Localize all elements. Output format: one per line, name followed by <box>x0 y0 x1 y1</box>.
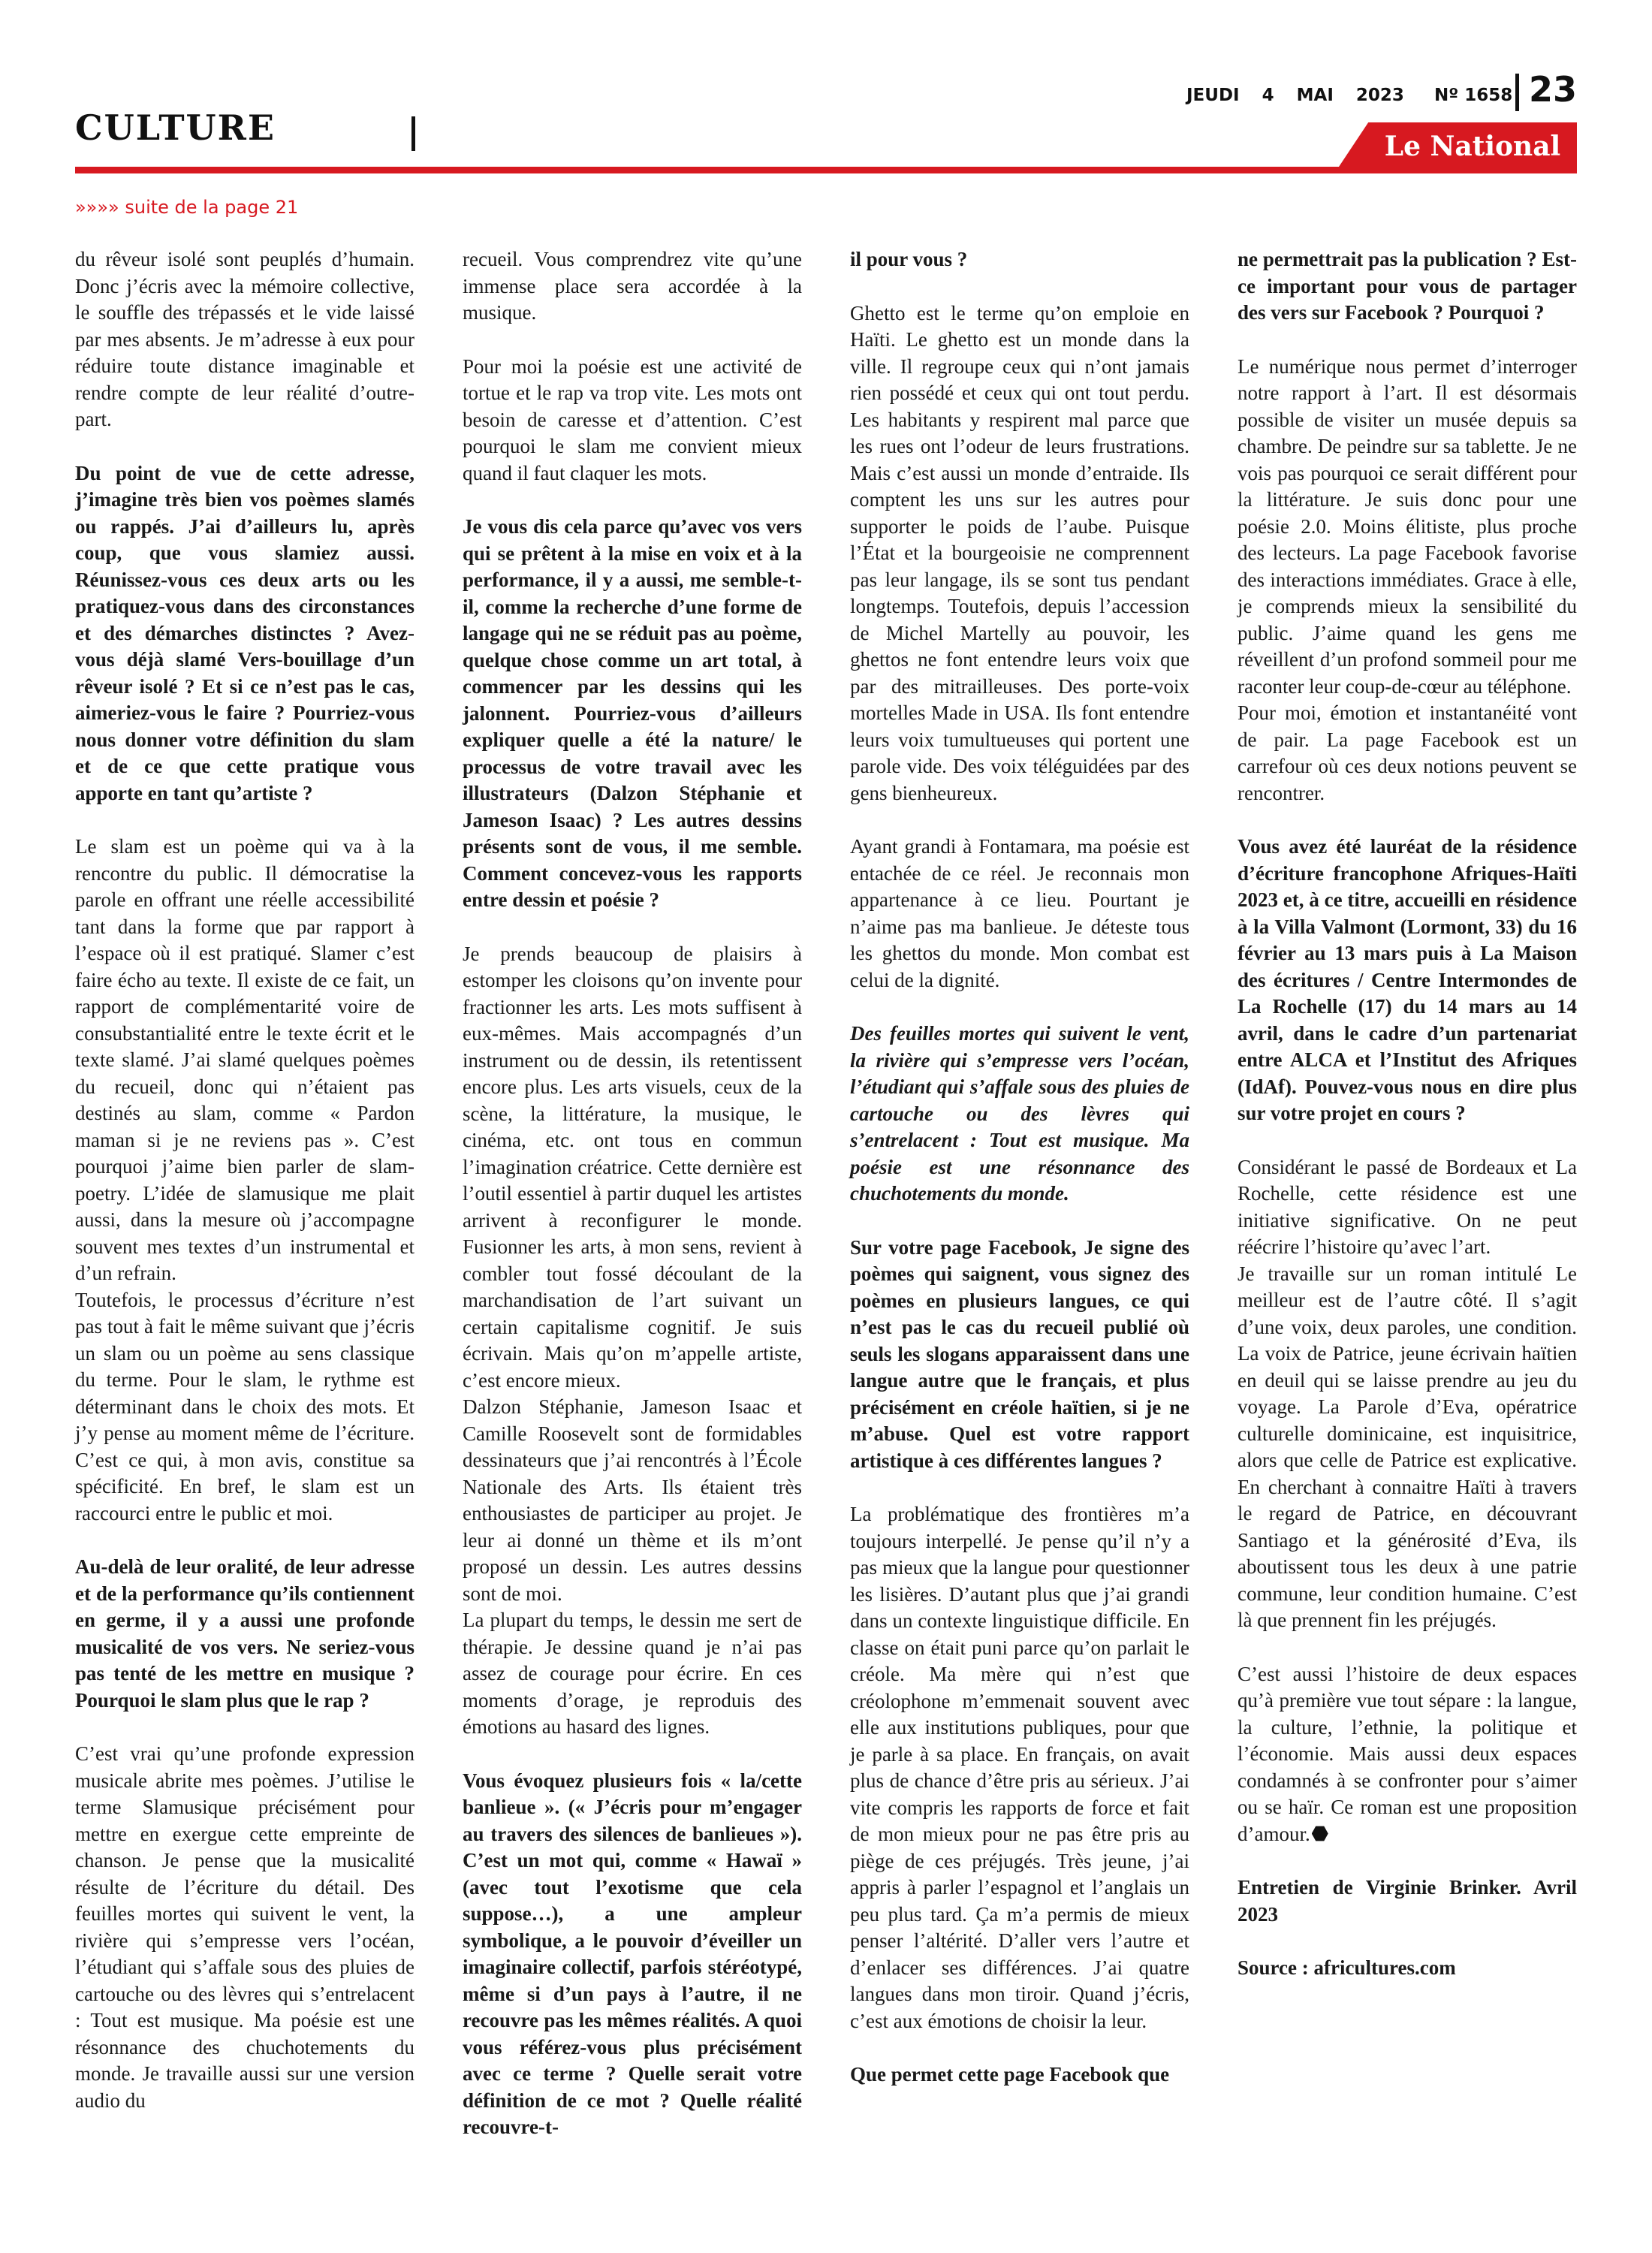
paragraph-text: Vous évoquez plusieurs fois « la/cette banlieue ». (« J’écris pour m’engager au travers des silences de banlieues »). C’est un mot qui, comme « Hawaï » (avec tout l’exotisme que cela suppose…), a une ampleur symbolique, a le pouvoir d’éveiller un imaginaire collectif, parfois stéréotypé, même si d’un pays à l’autre, il ne recouvre pas les mêmes réalités. A quoi vous référez-vous plus précisément avec ce terme ? Quelle serait votre définition de ce mot ? Quelle réalité recouvre-t- <box>463 1769 802 2138</box>
paragraph-text: Ayant grandi à Fontamara, ma poésie est entachée de ce réel. Je reconnais mon appartenance à ce lieu. Pourtant je n’aime pas ma banlieue. Je déteste tous les ghettos du monde. Mon combat est celui de la dignité. <box>850 835 1189 991</box>
answer-paragraph <box>1237 1154 1577 1261</box>
paragraph-text: Je vous dis cela parce qu’avec vos vers qui se prêtent à la mise en voix et à la performance, il y a aussi, me semble-t-il, comme la recherche d’une forme de langage qui ne se réduit pas au poème, quelque chose comme un art total, à commencer par les dessins qui les jalonnent. Pourriez-vous d’ailleurs expliquer quelle a été la nature/ le processus de votre travail avec les illustrateurs (Dalzon Stéphanie et Jameson Isaac) ? Les autres dessins présents sont de vous, il me semble. Comment concevez-vous les rapports entre dessin et poésie ? <box>463 515 802 911</box>
article-column-3 <box>850 246 1189 2141</box>
article-column-1 <box>75 246 415 2141</box>
page-number-separator <box>1515 74 1519 111</box>
article-column-2 <box>463 246 802 2141</box>
answer-paragraph <box>75 246 415 433</box>
paragraph-text: Ghetto est le terme qu’on emploie en Haïti. Le ghetto est un monde dans la ville. Il regroupe ceux qui n’ont jamais rien possédé et ceux qui ont tout perdu. Les habitants y respirent mal parce que les rues ont l’odeur de leurs frustrations. Mais c’est aussi un monde d’entraide. Ils comptent les uns sur les autres pour supporter le poids de l’aube. Puisque l’État et la bourgeoisie ne comprennent pas leur langage, ils se sont tus pendant longtemps. Toutefois, depuis l’accession de Michel Martelly au pouvoir, les ghettos ne font entendre leurs voix que par des mitrailleuses. Des porte-voix mortelles Made in USA. Ils font entendre leurs voix tumultueuses qui portent une parole vide. Des voix téléguidées par des gens bienheureux. <box>850 301 1189 804</box>
paragraph-text: Source : africultures.com <box>1237 1956 1456 1979</box>
paragraph-text: il pour vous ? <box>850 248 968 270</box>
masthead-title: Le National <box>1384 131 1561 162</box>
continued-from-note: »»»» suite de la page 21 <box>75 197 299 218</box>
article-column-4 <box>1237 246 1577 2141</box>
interview-question <box>1237 246 1577 327</box>
paragraph-text: Au-delà de leur oralité, de leur adresse et de la performance qu’ils contiennent en germe, il y a aussi une profonde musicalité de vos vers. Ne seriez-vous pas tenté de les mettre en musique ? Pourquoi le slam plus que le rap ? <box>75 1555 415 1712</box>
interview-question <box>850 1235 1189 1475</box>
paragraph-text: Sur votre page Facebook, Je signe des poèmes qui saignent, vous signez des poèmes en plusieurs langues, ce qui n’est pas le cas du recueil publié où seuls les slogans apparaissent dans une langue autre que le français, et plus précisément en créole haïtien, si je ne m’abuse. Quel est votre rapport artistique à ces différentes langues ? <box>850 1235 1189 1472</box>
article-columns <box>75 246 1577 2141</box>
paragraph-text: Je prends beaucoup de plaisirs à estomper les cloisons qu’on invente pour fractionner les arts. Les mots suffisent à eux-mêmes. Mais accompagnés d’un instrument ou de dessin, ils retentissent encore plus. Les arts visuels, ceux de la scène, la littérature, la musique, le cinéma, etc. ont tous en commun l’imagination créatrice. Cette dernière est l’outil essentiel à partir duquel les artistes arrivent à reconfigurer le monde. Fusionner les arts, à mon sens, revient à combler tout fossé découlant de la marchandisation de l’art suivant un certain capitalisme cognitif. Je suis écrivain. Mais qu’on m’appelle artiste, c’est encore mieux. <box>463 942 802 1392</box>
interview-question <box>1237 1955 1577 1982</box>
interview-question <box>850 246 1189 273</box>
answer-paragraph <box>1237 1261 1577 1634</box>
interview-question <box>75 460 415 807</box>
answer-paragraph <box>75 1741 415 2114</box>
paragraph-text: Pour moi la poésie est une activité de tortue et le rap va trop vite. Les mots ont besoin de caresse et d’attention. C’est pourquoi le slam me convient mieux quand il faut claquer les mots. <box>463 354 802 484</box>
date-day: JEUDI <box>1186 86 1240 105</box>
page-header <box>0 0 1652 188</box>
answer-paragraph <box>1237 700 1577 807</box>
interview-question <box>463 1768 802 2141</box>
answer-paragraph <box>75 834 415 1287</box>
answer-paragraph <box>1237 354 1577 701</box>
pull-quote <box>850 1021 1189 1208</box>
paragraph-text: La problématique des frontières m’a toujours interpellé. Je pense qu’il n’y a pas mieux que la langue pour questionner les lisières. D’autant plus que j’ai grandi dans un contexte linguistique difficile. En classe on était puni parce qu’on parlait le créole. Ma mère qui n’est que créolophone m’emmenait souvent avec elle aux institutions publiques, pour que je parle à sa place. En français, on avait plus de chance d’être pris au sérieux. J’ai vite compris les rapports de force et fait de mon mieux pour ne pas être pris au piège de ces préjugés. Très jeune, j’ai appris à parler l’espagnol et l’anglais un peu plus tard. Ça m’a permis de mieux penser l’altérité. D’aller vers l’autre et d’enlacer ses différences. J’ai quatre langues dans mon tiroir. Quand j’écris, c’est aux émotions de choisir la leur. <box>850 1503 1189 2032</box>
paragraph-text: Que permet cette page Facebook que <box>850 2063 1170 2086</box>
paragraph-text: C’est vrai qu’une profonde expression musicale abrite mes poèmes. J’utilise le terme Slamusique précisément pour mettre en exergue cette empreinte de chanson. Je pense que la musicalité résulte de l’écriture du détail. Des feuilles mortes qui suivent le vent, la rivière qui s’empresse vers l’océan, l’étudiant qui s’affale sous des pluies de cartouche ou des lèvres qui s’entrelacent : Tout est musique. Ma poésie est une résonnance des chuchotements du monde. Je travaille aussi sur une version audio du <box>75 1742 415 2112</box>
section-title: CULTURE <box>75 107 276 148</box>
answer-paragraph <box>75 1287 415 1528</box>
paragraph-text: ne permettrait pas la publication ? Est-ce important pour vous de partager des vers sur Facebook ? Pourquoi ? <box>1237 248 1577 324</box>
paragraph-text: Des feuilles mortes qui suivent le vent, la rivière qui s’empresse vers l’océan, l’étudiant qui s’affale sous des pluies de cartouche ou des lèvres qui s’entrelacent : Tout est musique. Ma poésie est une résonnance des chuchotements du monde. <box>850 1022 1189 1205</box>
dateline <box>1186 86 1415 105</box>
answer-paragraph <box>463 354 802 487</box>
answer-paragraph <box>850 300 1189 807</box>
answer-paragraph <box>463 941 802 1395</box>
paragraph-text: Entretien de Virginie Brinker. Avril 2023 <box>1237 1876 1577 1926</box>
interview-question <box>75 1554 415 1714</box>
paragraph-text: du rêveur isolé sont peuplés d’humain. Donc j’écris avec la mémoire collective, le souffle des trépassés et le vide laissé par mes absents. Je m’adresse à eux pour réduire toute distance imaginable et rendre compte de leur réalité d’outre-part. <box>75 248 415 430</box>
date-number: 4 <box>1262 86 1274 105</box>
issue-number: Nº 1658 <box>1434 86 1513 105</box>
paragraph-text: recueil. Vous comprendrez vite qu’une immense place sera accordée à la musique. <box>463 248 802 324</box>
interview-question <box>1237 834 1577 1127</box>
answer-paragraph <box>463 1394 802 1607</box>
paragraph-text: La plupart du temps, le dessin me sert de thérapie. Je dessine quand je n’ai pas assez de courage pour écrire. En ces moments d’orage, je reproduis des émotions au hasard des lignes. <box>463 1609 802 1738</box>
answer-paragraph <box>463 1607 802 1741</box>
paragraph-text: Du point de vue de cette adresse, j’imagine très bien vos poèmes slamés ou rappés. J’ai d’ailleurs lu, après coup, que vous slamiez aussi. Réunissez-vous ces deux arts ou les pratiquez-vous dans des circonstances et des démarches distinctes ? Avez-vous déjà slamé Vers-bouillage d’un rêveur isolé ? Et si ce n’est pas le cas, aimeriez-vous le faire ? Pourriez-vous nous donner votre définition du slam et de ce que cette pratique vous apporte en tant qu’artiste ? <box>75 461 415 804</box>
article-end-mark-icon <box>1312 1826 1328 1842</box>
interview-question <box>463 514 802 914</box>
paragraph-text: Pour moi, émotion et instantanéité vont de pair. La page Facebook est un carrefour où ces deux notions peuvent se rencontrer. <box>1237 701 1577 804</box>
interview-question <box>850 2061 1189 2089</box>
date-month: MAI <box>1296 86 1334 105</box>
answer-paragraph <box>850 1501 1189 2034</box>
interview-question <box>1237 1874 1577 1928</box>
page-number: 23 <box>1529 69 1578 110</box>
paragraph-text: Toutefois, le processus d’écriture n’est pas tout à fait le même suivant que j’écris un slam ou un poème au sens classique du terme. Pour le slam, le rythme est déterminant dans le choix des mots. Et j’y pense au moment même de l’écriture. C’est ce qui, à mon avis, constitue sa spécificité. En bref, le slam est un raccourci entre le public et moi. <box>75 1288 415 1525</box>
date-year: 2023 <box>1355 86 1404 105</box>
title-separator <box>411 116 415 151</box>
paragraph-text: Le numérique nous permet d’interroger notre rapport à l’art. Il est désormais possible de visiter un musée depuis sa chambre. De peindre sur sa tablette. Je ne vois pas pourquoi ce serait différent pour la littérature. Je suis donc pour une poésie 2.0. Moins élitiste, plus proche des lecteurs. La page Facebook favorise des interactions immédiates. Grace à elle, je comprends mieux la sensibilité du public. J’aime quand les gens me réveillent d’un profond sommeil pour me raconter leur coup-de-cœur au téléphone. <box>1237 354 1577 698</box>
paragraph-text: Le slam est un poème qui va à la rencontre du public. Il démocratise la parole en offrant une réelle accessibilité tant dans la forme que par rapport à l’espace où il est pratiqué. Slamer c’est faire écho au texte. Il existe de ce fait, un rapport de complémentarité voire de consubstantialité entre le texte écrit et le texte slamé. J’ai slamé quelques poèmes du recueil, donc qui n’étaient pas destinés au slam, comme « Pardon maman si je ne reviens pas ». C’est pourquoi j’aime bien parler de slam-poetry. L’idée de slamusique me plait aussi, dans la mesure où j’accompagne souvent mes textes d’un instrumental et d’un refrain. <box>75 835 415 1284</box>
answer-paragraph <box>850 834 1189 994</box>
paragraph-text: Je travaille sur un roman intitulé Le meilleur est de l’autre côté. Il s’agit d’une voix, deux paroles, une condition. La voix de Patrice, jeune écrivain haïtien en deuil qui se laisse prendre au jeu du voyage. La Parole d’Eva, opératrice culturelle dominicaine, est inquisitrice, alors que celle de Patrice est explicative. En cherchant à connaitre Haïti à travers le regard de Patrice, en découvrant Santiago et la générosité d’Eva, ils aboutissent tous les deux à une patrie commune, leur condition humaine. C’est là que prennent fin les préjugés. <box>1237 1262 1577 1631</box>
answer-paragraph <box>1237 1661 1577 1848</box>
paragraph-text: Considérant le passé de Bordeaux et La Rochelle, cette résidence est une initiative significative. On ne peut réécrire l’histoire qu’avec l’art. <box>1237 1155 1577 1258</box>
paragraph-text: Dalzon Stéphanie, Jameson Isaac et Camille Roosevelt sont de formidables dessinateurs que j’ai rencontrés à l’École Nationale des Arts. Ils étaient très enthousiastes de participer au projet. Je leur ai donné un thème et ils m’ont proposé un dessin. Les autres dessins sont de moi. <box>463 1395 802 1605</box>
paragraph-text: Vous avez été lauréat de la résidence d’écriture francophone Afriques-Haïti 2023 et, à ce titre, accueilli en résidence à la Villa Valmont (Lormont, 33) du 16 février au 13 mars puis à La Maison des écritures / Centre Intermondes de La Rochelle (17) du 14 mars au 14 avril, dans le cadre d’un partenariat entre ALCA et l’Institut des Afriques (IdAf). Pouvez-vous nous en dire plus sur votre projet en cours ? <box>1237 835 1577 1124</box>
answer-paragraph <box>463 246 802 327</box>
paragraph-text: C’est aussi l’histoire de deux espaces qu’à première vue tout sépare : la langue, la culture, l’ethnie, la politique et l’économie. Mais aussi deux espaces condamnés à se confronter pour s’aimer ou se haïr. Ce roman est une proposition d’amour. <box>1237 1662 1577 1845</box>
